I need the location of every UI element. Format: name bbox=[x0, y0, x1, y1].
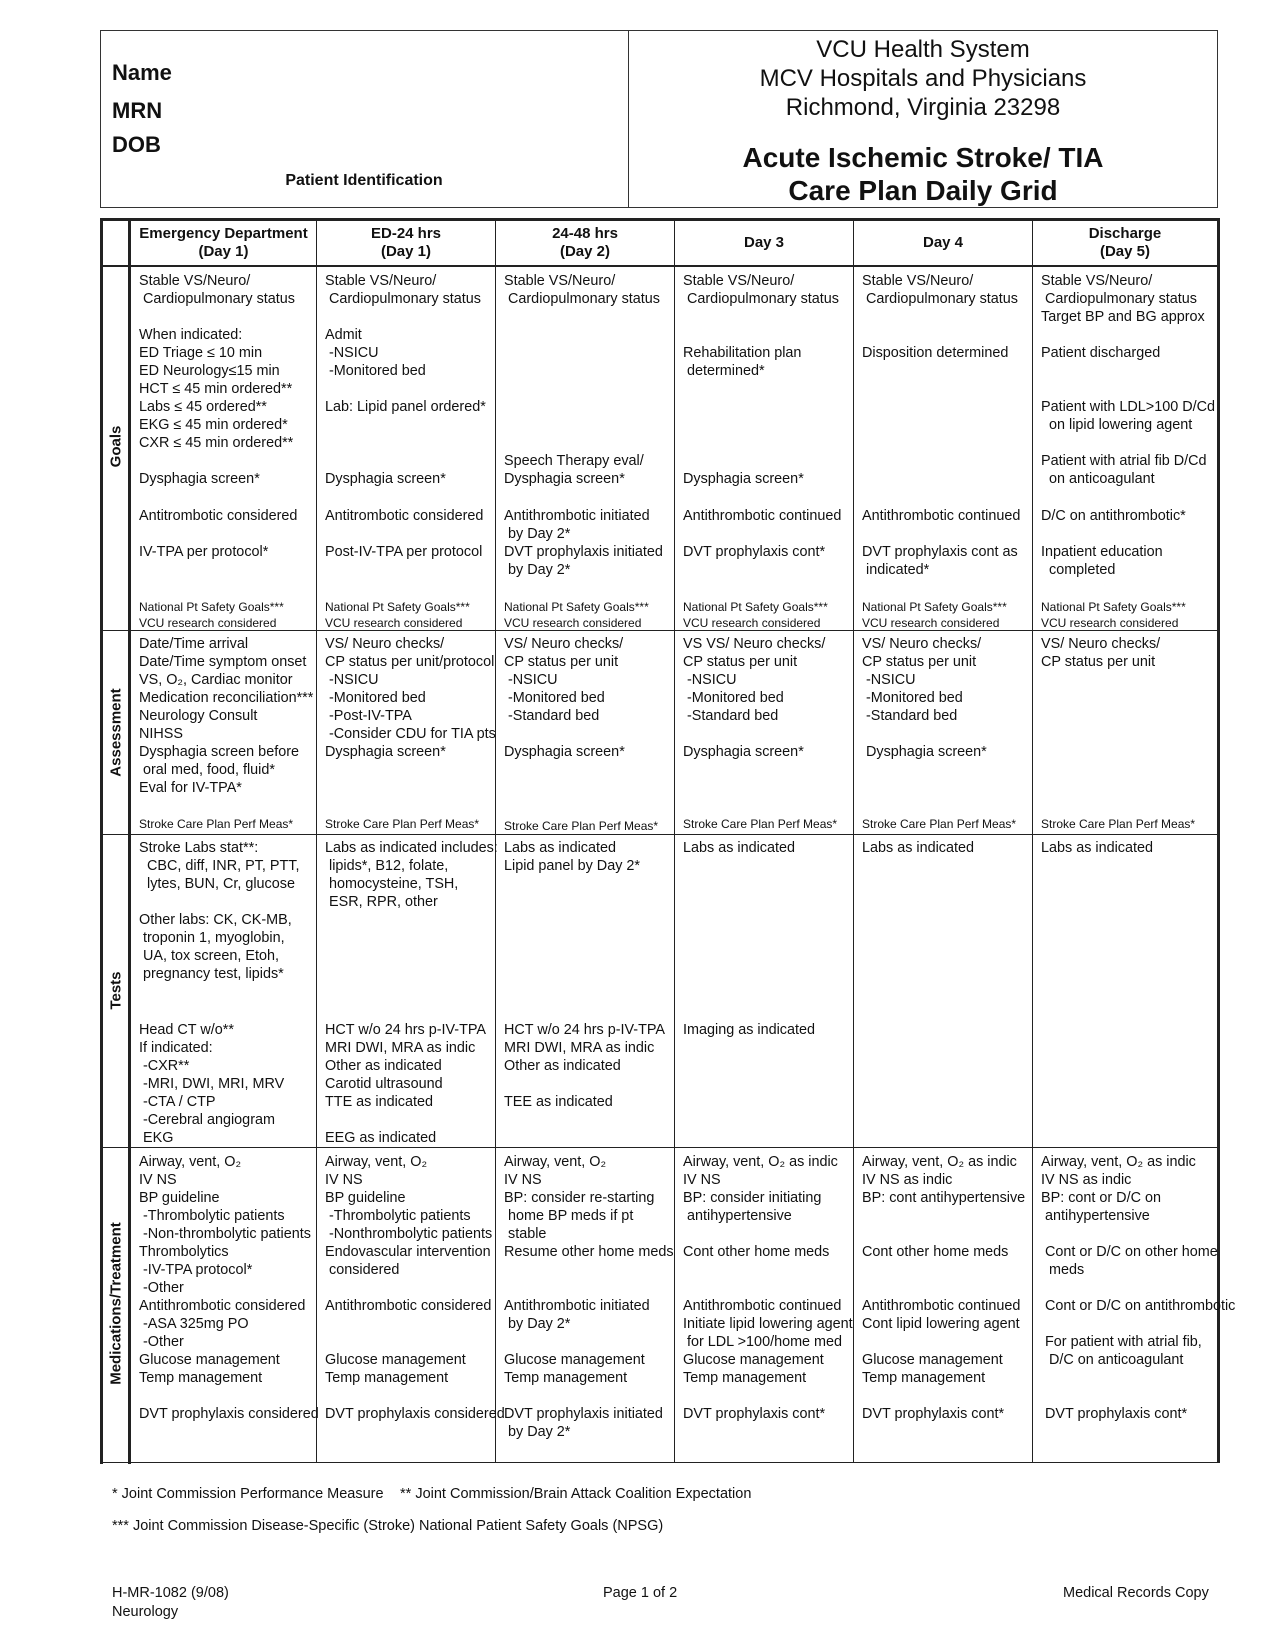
cell-line: VCU research considered bbox=[862, 616, 1000, 630]
cell-line: National Pt Safety Goals*** bbox=[325, 600, 470, 614]
cell-line: DVT prophylaxis initiated bbox=[504, 544, 663, 560]
cell-line: Other as indicated bbox=[325, 1058, 442, 1074]
cell-line: Cont or D/C on other home bbox=[1041, 1244, 1218, 1260]
cell-line: Cardiopulmonary status bbox=[683, 291, 839, 307]
form-number: H-MR-1082 (9/08) bbox=[112, 1585, 229, 1601]
cell-line: antihypertensive bbox=[1041, 1208, 1150, 1224]
cell-line: Disposition determined bbox=[862, 345, 1009, 361]
row-label-medications: Medications/Treatment bbox=[107, 1222, 125, 1385]
cell-line: by Day 2* bbox=[504, 526, 571, 542]
cell-line: Stable VS/Neuro/ bbox=[504, 273, 616, 289]
cell-line: BP: consider initiating bbox=[683, 1190, 822, 1206]
cell-line: IV NS bbox=[683, 1172, 721, 1188]
cell-line: Imaging as indicated bbox=[683, 1022, 815, 1038]
institution-line-2: MCV Hospitals and Physicians bbox=[759, 65, 1087, 92]
cell-line: BP guideline bbox=[139, 1190, 220, 1206]
cell-line: Temp management bbox=[683, 1370, 807, 1386]
cell-line: Cont or D/C on antithrombotic bbox=[1041, 1298, 1236, 1314]
cell-line: EKG ≤ 45 min ordered* bbox=[139, 417, 288, 433]
cell-line: Glucose management bbox=[862, 1352, 1003, 1368]
cell-line: Carotid ultrasound bbox=[325, 1076, 443, 1092]
cell-line: -Cerebral angiogram bbox=[139, 1112, 275, 1128]
cell-line: VS, O₂, Cardiac monitor bbox=[139, 672, 293, 688]
cell-line: Antithrombotic initiated bbox=[504, 1298, 650, 1314]
cell-line: BP guideline bbox=[325, 1190, 406, 1206]
cell-line: DVT prophylaxis initiated bbox=[504, 1406, 663, 1422]
cell-line: National Pt Safety Goals*** bbox=[862, 600, 1007, 614]
cell-line: VS/ Neuro checks/ bbox=[504, 636, 624, 652]
cell-line: Cardiopulmonary status bbox=[325, 291, 481, 307]
cell-line: -Thrombolytic patients bbox=[325, 1208, 471, 1224]
cell-line: -Other bbox=[139, 1334, 184, 1350]
cell-line: Date/Time symptom onset bbox=[139, 654, 307, 670]
cell-line: BP: consider re-starting bbox=[504, 1190, 655, 1206]
cell-line: VS VS/ Neuro checks/ bbox=[683, 636, 826, 652]
cell-line: Antithrombotic continued bbox=[683, 508, 842, 524]
cell-line: -MRI, DWI, MRI, MRV bbox=[139, 1076, 285, 1092]
cell-line: Stable VS/Neuro/ bbox=[1041, 273, 1153, 289]
cell-line: -Post-IV-TPA bbox=[325, 708, 412, 724]
cell-line: BP: cont antihypertensive bbox=[862, 1190, 1026, 1206]
cell-line: Labs as indicated includes: bbox=[325, 840, 498, 856]
cell-line: Speech Therapy eval/ bbox=[504, 453, 644, 469]
cell-line: Date/Time arrival bbox=[139, 636, 249, 652]
cell-line: -CTA / CTP bbox=[139, 1094, 216, 1110]
cell-line: Stable VS/Neuro/ bbox=[862, 273, 974, 289]
cell-line: HCT w/o 24 hrs p-IV-TPA bbox=[504, 1022, 666, 1038]
cell-line: NIHSS bbox=[139, 726, 183, 742]
cell-line: DVT prophylaxis cont* bbox=[862, 1406, 1005, 1422]
cell-line: HCT w/o 24 hrs p-IV-TPA bbox=[325, 1022, 487, 1038]
cell-line: home BP meds if pt bbox=[504, 1208, 634, 1224]
cell-line: Neurology Consult bbox=[139, 708, 258, 724]
footnote-3: *** Joint Commission Disease-Specific (Stroke) National Patient Safety Goals (NPSG) bbox=[112, 1518, 664, 1534]
cell-line: CXR ≤ 45 min ordered** bbox=[139, 435, 294, 451]
cell-line: IV NS bbox=[504, 1172, 542, 1188]
cell-line: on anticoagulant bbox=[1041, 471, 1155, 487]
cell-line: -Non-thrombolytic patients bbox=[139, 1226, 311, 1242]
cell-line: Post-IV-TPA per protocol bbox=[325, 544, 483, 560]
cell-line: IV NS bbox=[325, 1172, 363, 1188]
cell-line: D/C on anticoagulant bbox=[1041, 1352, 1184, 1368]
cell-line: National Pt Safety Goals*** bbox=[683, 600, 828, 614]
cell-line: -Monitored bed bbox=[325, 690, 426, 706]
cell-line: Antithrombotic continued bbox=[683, 1298, 842, 1314]
cell-line: VS/ Neuro checks/ bbox=[862, 636, 982, 652]
cell-line: Medication reconciliation*** bbox=[139, 690, 314, 706]
cell-line: Stroke Care Plan Perf Meas* bbox=[862, 817, 1017, 831]
cell-line: ED Triage ≤ 10 min bbox=[139, 345, 263, 361]
cell-line: by Day 2* bbox=[504, 562, 571, 578]
cell-line: stable bbox=[504, 1226, 547, 1242]
cell-line: indicated* bbox=[862, 562, 930, 578]
cell-line: Eval for IV-TPA* bbox=[139, 780, 242, 796]
cell-line: DVT prophylaxis considered bbox=[139, 1406, 319, 1422]
institution-line-1: VCU Health System bbox=[816, 36, 1030, 63]
cell-line: Other labs: CK, CK-MB, bbox=[139, 912, 292, 928]
cell-line: Airway, vent, O₂ bbox=[325, 1154, 428, 1170]
cell-line: Labs as indicated bbox=[504, 840, 617, 856]
cell-line: -Consider CDU for TIA pts bbox=[325, 726, 496, 742]
cell-line: EEG as indicated bbox=[325, 1130, 437, 1146]
cell-line: Antitrombotic considered bbox=[325, 508, 484, 524]
cell-line: DVT prophylaxis cont as bbox=[862, 544, 1018, 560]
cell-line: -Nonthrombolytic patients bbox=[325, 1226, 493, 1242]
cell-line: Glucose management bbox=[325, 1352, 466, 1368]
cell-line: Stroke Care Plan Perf Meas* bbox=[504, 819, 659, 833]
cell-line: -NSICU bbox=[683, 672, 737, 688]
cell-line: National Pt Safety Goals*** bbox=[504, 600, 649, 614]
cell-line: -NSICU bbox=[325, 345, 379, 361]
cell-line: Labs ≤ 45 ordered** bbox=[139, 399, 267, 415]
cell-line: on lipid lowering agent bbox=[1041, 417, 1193, 433]
column-header-day3: Day 3 bbox=[743, 234, 785, 251]
cell-line: Rehabilitation plan bbox=[683, 345, 802, 361]
cell-line: -Standard bed bbox=[862, 708, 958, 724]
cell-line: IV NS as indic bbox=[862, 1172, 953, 1188]
cell-line: TEE as indicated bbox=[504, 1094, 613, 1110]
cell-line: by Day 2* bbox=[504, 1316, 571, 1332]
cell-line: -IV-TPA protocol* bbox=[139, 1262, 253, 1278]
cell-line: Airway, vent, O₂ bbox=[504, 1154, 607, 1170]
cell-line: VCU research considered bbox=[683, 616, 821, 630]
footnote-2: ** Joint Commission/Brain Attack Coalition Expectation bbox=[400, 1486, 752, 1502]
cell-line: Stroke Care Plan Perf Meas* bbox=[139, 817, 294, 831]
cell-line: -CXR** bbox=[139, 1058, 190, 1074]
cell-line: Glucose management bbox=[139, 1352, 280, 1368]
records-copy: Medical Records Copy bbox=[1063, 1585, 1209, 1601]
cell-line: pregnancy test, lipids* bbox=[139, 966, 284, 982]
cell-line: Dysphagia screen* bbox=[504, 744, 625, 760]
cell-line: CP status per unit bbox=[862, 654, 977, 670]
cell-line: Cardiopulmonary status bbox=[504, 291, 660, 307]
cell-line: MRI DWI, MRA as indic bbox=[504, 1040, 655, 1056]
cell-line: Dysphagia screen* bbox=[504, 471, 625, 487]
column-header-day4: Day 4 bbox=[922, 234, 964, 251]
cell-line: Cardiopulmonary status bbox=[1041, 291, 1197, 307]
cell-line: IV NS bbox=[139, 1172, 177, 1188]
cell-line: National Pt Safety Goals*** bbox=[1041, 600, 1186, 614]
cell-line: Cont other home meds bbox=[683, 1244, 830, 1260]
cell-line: Lipid panel by Day 2* bbox=[504, 858, 641, 874]
cell-line: Dysphagia screen* bbox=[139, 471, 260, 487]
cell-line: CP status per unit/protocol bbox=[325, 654, 495, 670]
cell-line: CP status per unit bbox=[1041, 654, 1156, 670]
cell-line: Antithrombotic continued bbox=[862, 508, 1021, 524]
cell-line: ESR, RPR, other bbox=[325, 894, 438, 910]
patient-identification-caption: Patient Identification bbox=[285, 172, 443, 189]
cell-line: Temp management bbox=[325, 1370, 449, 1386]
cell-line: VS/ Neuro checks/ bbox=[1041, 636, 1161, 652]
cell-line: Cont lipid lowering agent bbox=[862, 1316, 1020, 1332]
cell-line: Antithrombotic continued bbox=[862, 1298, 1021, 1314]
cell-line: Dysphagia screen* bbox=[325, 471, 446, 487]
column-header-ed-24: ED-24 hrs (Day 1) bbox=[370, 225, 442, 260]
name-label: Name bbox=[112, 60, 172, 85]
cell-line: Dysphagia screen before bbox=[139, 744, 299, 760]
cell-line: Patient discharged bbox=[1041, 345, 1161, 361]
cell-line: Head CT w/o** bbox=[139, 1022, 234, 1038]
cell-line: Temp management bbox=[862, 1370, 986, 1386]
cell-line: Dysphagia screen* bbox=[325, 744, 446, 760]
institution-line-3: Richmond, Virginia 23298 bbox=[785, 94, 1061, 121]
cell-line: Airway, vent, O₂ as indic bbox=[1041, 1154, 1196, 1170]
cell-line: National Pt Safety Goals*** bbox=[139, 600, 284, 614]
cell-line: Thrombolytics bbox=[139, 1244, 229, 1260]
mrn-label: MRN bbox=[112, 98, 163, 123]
cell-line: TTE as indicated bbox=[325, 1094, 433, 1110]
cell-line: Initiate lipid lowering agent bbox=[683, 1316, 853, 1332]
cell-line: Stroke Labs stat**: bbox=[139, 840, 259, 856]
cell-line: Airway, vent, O₂ as indic bbox=[862, 1154, 1017, 1170]
cell-line: troponin 1, myoglobin, bbox=[139, 930, 285, 946]
cell-line: determined* bbox=[683, 363, 765, 379]
cell-line: Airway, vent, O₂ as indic bbox=[683, 1154, 838, 1170]
cell-line: UA, tox screen, Etoh, bbox=[139, 948, 279, 964]
cell-line: When indicated: bbox=[139, 327, 243, 343]
cell-line: -Standard bed bbox=[683, 708, 779, 724]
cell-line: Stroke Care Plan Perf Meas* bbox=[325, 817, 480, 831]
cell-line: EKG bbox=[139, 1130, 174, 1146]
cell-line: CP status per unit bbox=[683, 654, 798, 670]
cell-line: Labs as indicated bbox=[1041, 840, 1154, 856]
cell-line: Labs as indicated bbox=[683, 840, 796, 856]
cell-line: Cardiopulmonary status bbox=[862, 291, 1018, 307]
column-header-24-48: 24-48 hrs (Day 2) bbox=[552, 225, 618, 260]
cell-line: IV NS as indic bbox=[1041, 1172, 1132, 1188]
cell-line: -ASA 325mg PO bbox=[139, 1316, 249, 1332]
cell-line: lytes, BUN, Cr, glucose bbox=[139, 876, 295, 892]
cell-line: meds bbox=[1041, 1262, 1085, 1278]
row-label-tests: Tests bbox=[107, 971, 125, 1010]
cell-line: for LDL >100/home med bbox=[683, 1334, 843, 1350]
cell-line: antihypertensive bbox=[683, 1208, 792, 1224]
cell-line: BP: cont or D/C on bbox=[1041, 1190, 1161, 1206]
cell-line: Lab: Lipid panel ordered* bbox=[325, 399, 486, 415]
cell-line: Stable VS/Neuro/ bbox=[683, 273, 795, 289]
footnote-1: * Joint Commission Performance Measure bbox=[112, 1486, 384, 1502]
cell-line: Labs as indicated bbox=[862, 840, 975, 856]
cell-line: Target BP and BG approx bbox=[1041, 309, 1205, 325]
cell-line: Airway, vent, O₂ bbox=[139, 1154, 242, 1170]
cell-line: by Day 2* bbox=[504, 1424, 571, 1440]
cell-line: Cardiopulmonary status bbox=[139, 291, 295, 307]
cell-line: Cont other home meds bbox=[862, 1244, 1009, 1260]
cell-line: considered bbox=[325, 1262, 400, 1278]
cell-line: Antithrombotic considered bbox=[139, 1298, 306, 1314]
cell-line: -NSICU bbox=[504, 672, 558, 688]
page-number: Page 1 of 2 bbox=[603, 1585, 678, 1601]
cell-line: -NSICU bbox=[862, 672, 916, 688]
cell-line: -Thrombolytic patients bbox=[139, 1208, 285, 1224]
cell-line: Stroke Care Plan Perf Meas* bbox=[683, 817, 838, 831]
cell-line: Patient with atrial fib D/Cd bbox=[1041, 453, 1207, 469]
cell-line: completed bbox=[1041, 562, 1116, 578]
cell-line: -Other bbox=[139, 1280, 184, 1296]
cell-line: VCU research considered bbox=[325, 616, 463, 630]
cell-line: Stroke Care Plan Perf Meas* bbox=[1041, 817, 1196, 831]
column-header-ed: Emergency Department (Day 1) bbox=[139, 225, 308, 260]
cell-line: DVT prophylaxis considered bbox=[325, 1406, 505, 1422]
cell-line: Dysphagia screen* bbox=[683, 471, 804, 487]
cell-line: IV-TPA per protocol* bbox=[139, 544, 269, 560]
cell-line: For patient with atrial fib, bbox=[1041, 1334, 1202, 1350]
cell-line: Antitrombotic considered bbox=[139, 508, 298, 524]
cell-line: -Monitored bed bbox=[504, 690, 605, 706]
cell-line: Glucose management bbox=[683, 1352, 824, 1368]
cell-line: MRI DWI, MRA as indic bbox=[325, 1040, 476, 1056]
cell-line: Dysphagia screen* bbox=[683, 744, 804, 760]
cell-line: VCU research considered bbox=[139, 616, 277, 630]
cell-line: Inpatient education bbox=[1041, 544, 1163, 560]
cell-line: Resume other home meds bbox=[504, 1244, 674, 1260]
cell-line: Endovascular intervention bbox=[325, 1244, 491, 1260]
cell-line: Stable VS/Neuro/ bbox=[139, 273, 251, 289]
row-label-assessment: Assessment bbox=[107, 688, 125, 777]
cell-line: DVT prophylaxis cont* bbox=[683, 1406, 826, 1422]
cell-line: Antithrombotic considered bbox=[325, 1298, 492, 1314]
cell-line: Patient with LDL>100 D/Cd bbox=[1041, 399, 1215, 415]
cell-line: -Monitored bed bbox=[325, 363, 426, 379]
cell-line: VCU research considered bbox=[1041, 616, 1179, 630]
row-label-goals: Goals bbox=[107, 425, 125, 468]
document-title-line-1: Acute Ischemic Stroke/ TIA bbox=[742, 142, 1104, 173]
cell-line: CP status per unit bbox=[504, 654, 619, 670]
cell-line: homocysteine, TSH, bbox=[325, 876, 459, 892]
cell-line: Stable VS/Neuro/ bbox=[325, 273, 437, 289]
cell-line: DVT prophylaxis cont* bbox=[683, 544, 826, 560]
cell-line: lipids*, B12, folate, bbox=[325, 858, 449, 874]
cell-line: VCU research considered bbox=[504, 616, 642, 630]
cell-line: -Standard bed bbox=[504, 708, 600, 724]
cell-line: VS/ Neuro checks/ bbox=[325, 636, 445, 652]
cell-line: -Monitored bed bbox=[862, 690, 963, 706]
cell-line: ED Neurology≤15 min bbox=[139, 363, 280, 379]
cell-line: -Monitored bed bbox=[683, 690, 784, 706]
document-title-line-2: Care Plan Daily Grid bbox=[788, 175, 1058, 206]
cell-line: Antithrombotic initiated bbox=[504, 508, 650, 524]
department: Neurology bbox=[112, 1604, 179, 1620]
cell-line: HCT ≤ 45 min ordered** bbox=[139, 381, 293, 397]
cell-line: oral med, food, fluid* bbox=[139, 762, 275, 778]
cell-line: D/C on antithrombotic* bbox=[1041, 508, 1186, 524]
cell-line: Temp management bbox=[504, 1370, 628, 1386]
cell-line: Glucose management bbox=[504, 1352, 645, 1368]
dob-label: DOB bbox=[112, 132, 161, 157]
cell-line: Other as indicated bbox=[504, 1058, 621, 1074]
cell-line: Temp management bbox=[139, 1370, 263, 1386]
column-header-discharge: Discharge (Day 5) bbox=[1088, 225, 1162, 260]
cell-line: Admit bbox=[325, 327, 362, 343]
cell-line: Dysphagia screen* bbox=[862, 744, 987, 760]
cell-line: -NSICU bbox=[325, 672, 379, 688]
cell-line: CBC, diff, INR, PT, PTT, bbox=[139, 858, 300, 874]
cell-line: If indicated: bbox=[139, 1040, 213, 1056]
cell-line: DVT prophylaxis cont* bbox=[1041, 1406, 1188, 1422]
